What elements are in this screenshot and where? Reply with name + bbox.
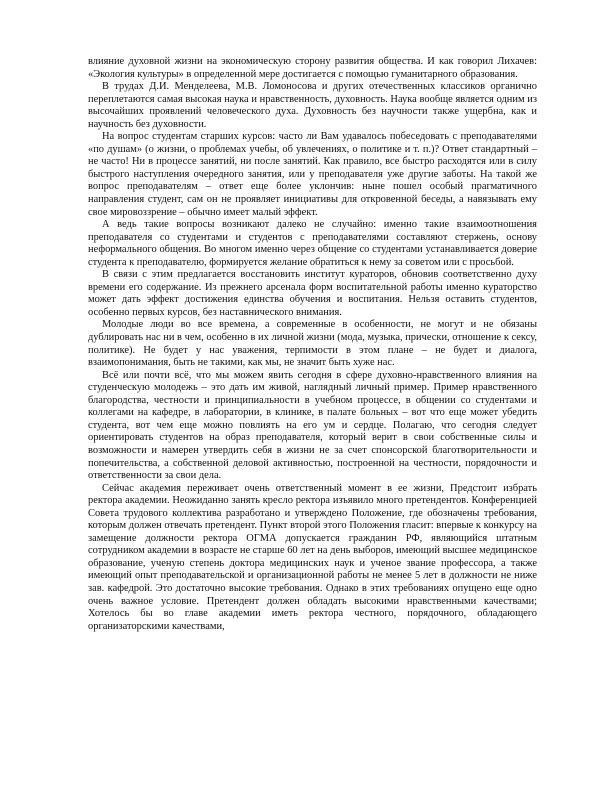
paragraph-2: В трудах Д.И. Менделеева, М.В. Ломоносова и других отечественных классиков органично переплетаются самая высокая наука и нравственность, духовность. Наука вообще является одним из высочайших проявлений человеческого духа. Духовность без научности также ущербна, как и научность без духовности.: [88, 81, 537, 130]
paragraph-3: На вопрос студентам старших курсов: часто ли Вам удавалось побеседовать с преподавателями «по душам» (о жизни, о проблемах учебы, об увлечениях, о политике и т. п.)? Ответ стандартный – не часто! Ни в процессе занятий, ни после занятий. Как правило, все быстро расходятся или в силу быстрого наступления очередного занятия, или у преподавателя уже другие заботы. На такой же вопрос преподавателям – ответ еще более уклончив: ныне пошел особый прагматичного направления студент, сам он не проявляет инициативы для откровенной беседы, а навязывать ему свое мировоззрение – обычно имеет малый эффект.: [88, 131, 537, 218]
document-page: [88, 56, 537, 633]
paragraph-5: В связи с этим предлагается восстановить институт кураторов, обновив соответственно духу времени его содержание. Из прежнего арсенала форм воспитательной работы именно кураторство может дать эффект достижения единства обучения и воспитания. Нельзя оставить студентов, особенно первых курсов, без наставнического внимания.: [88, 269, 537, 318]
paragraph-8: Сейчас академия переживает очень ответственный момент в ее жизни, Предстоит избрать ректора академии. Неожиданно занять кресло ректора изъявило много претендентов. Конференцией Совета трудового коллектива разработано и утверждено Положение, где обозначены требования, которым должен отвечать претендент. Пункт второй этого Положения гласит: впервые к конкурсу на замещение должности ректора ОГМА допускается гражданин РФ, являющийся штатным сотрудником академии в возрасте не старше 60 лет на день выборов, имеющий высшее медицинское образование, ученую степень доктора медицинских наук и ученое звание профессора, а также имеющий опыт преподавательской и организационной работы не менее 5 лет в должности не ниже зав. кафедрой. Это достаточно высокие требования. Однако в этих требованиях опущено еще одно очень важное условие. Претендент должен обладать высокими нравственными качествами; Хотелось бы во главе академии иметь ректора честного, порядочного, обладающего организаторскими качествами,: [88, 482, 537, 632]
paragraph-6: Молодые люди во все времена, а современные в особенности, не могут и не обязаны дублировать нас ни в чем, особенно в их личной жизни (мода, музыка, прически, отношение к сексу, политике). Не будет у нас уважения, терпимости в этом плане – не будет и диалога, взаимопонимания, быть не такими, как мы, не значит быть хуже нас.: [88, 319, 537, 369]
paragraph-7: Всё или почти всё, что мы можем явить сегодня в сфере духовно-нравственного влияния на студенческую молодежь – это дать им живой, наглядный личный пример. Пример нравственного благородства, честности и принципиальности в учебном процессе, в общении со студентами и коллегами на кафедре, в лаборатории, в клинике, в палате больных – вот что еще может убедить студента, вот чем еще можно повлиять на его ум и сердце. Полагаю, что сегодня следует ориентировать студентов на образ преподавателя, который верит в свои собственные силы и возможности и намерен утвердить себя в жизни не за счет спонсорской благотворительности и попечительства, а собственной деловой активностью, построенной на честности, порядочности и ответственности за свои дела.: [88, 369, 537, 482]
paragraph-4: А ведь такие вопросы возникают далеко не случайно: именно такие взаимоотношения преподавателя со студентами и студентов с преподавателями составляют стержень, основу неформального общения. Во многом именно через общение со студентами устанавливается доверие студента к преподавателю, формируется желание обратиться к нему за советом или с просьбой.: [88, 219, 537, 268]
paragraph-1: влияние духовной жизни на экономическую сторону развития общества. И как говорил Лихачев: «Экология культуры» в определенной мере достигается с помощью гуманитарного образования.: [88, 56, 537, 80]
